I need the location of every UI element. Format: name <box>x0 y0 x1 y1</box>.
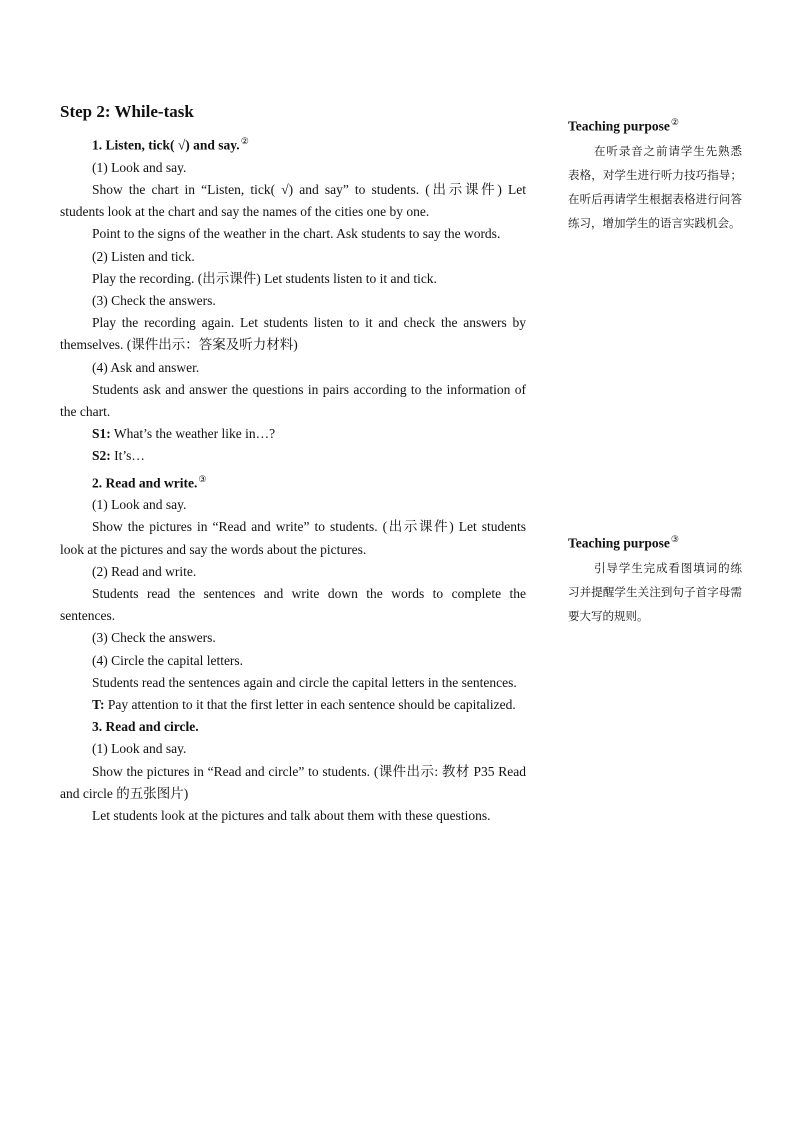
paragraph: (4) Circle the capital letters. <box>92 652 244 668</box>
dialogue-line <box>60 445 526 467</box>
note-marker-3: ③ <box>198 473 207 484</box>
teaching-purpose-note-3 <box>568 534 742 628</box>
section-2-heading <box>60 468 526 495</box>
note-marker-2: ② <box>670 117 679 127</box>
paragraph: (2) Read and write. <box>92 563 197 579</box>
paragraph: Students read the sentences and write down the words to complete the sentences. <box>60 586 526 624</box>
paragraph: (1) Look and say. <box>92 497 187 513</box>
paragraph: (3) Check the answers. <box>92 630 216 646</box>
section-3-heading: 3. Read and circle. <box>92 719 199 735</box>
dialogue-text: What’s the weather like in…? <box>110 426 276 442</box>
side-note-text: 在听录音之前请学生先熟悉表格，对学生进行听力技巧指导；在听后再请学生根据表格进行问答练习，增加学生的语言实践机会。 <box>568 143 742 230</box>
paragraph: Students read the sentences again and circle the capital letters in the sentences. <box>92 674 517 690</box>
paragraph: (3) Check the answers. <box>92 292 216 308</box>
paragraph: Point to the signs of the weather in the chart. Ask students to say the words. <box>92 226 501 242</box>
side-note-title-text: Teaching purpose <box>568 118 670 134</box>
paragraph: Play the recording again. Let students listen to it and check the answers by themselves. (课件出示：答案及听力材料) <box>60 315 526 353</box>
paragraph: Show the pictures in “Read and circle” to students. (课件出示: 教材 P35 Read and circle 的五张图片) <box>60 763 526 801</box>
paragraph: Show the pictures in “Read and write” to students. (出示课件) Let students look at the pictures and say the words about the pictures. <box>60 519 526 557</box>
dialogue-text: It’s… <box>110 448 145 464</box>
section-1-heading <box>60 130 526 157</box>
note-marker-2: ② <box>240 136 249 146</box>
paragraph: (1) Look and say. <box>92 741 187 757</box>
paragraph: (4) Ask and answer. <box>92 359 200 375</box>
note-marker-3: ③ <box>670 534 679 544</box>
paragraph: Show the chart in “Listen, tick( √) and say” to students. (出示课件) Let students look at the chart and say the names of the cities one by one. <box>60 181 526 220</box>
paragraph: Students ask and answer the questions in pairs according to the information of the chart. <box>60 381 526 419</box>
dialogue-line <box>60 423 526 445</box>
speaker-label: S1: <box>92 426 111 442</box>
section-2-heading-text: 2. Read and write. <box>92 475 198 491</box>
speaker-label: S2: <box>92 448 111 464</box>
paragraph: (2) Listen and tick. <box>92 248 195 264</box>
lesson-main-column <box>60 100 526 827</box>
speaker-label: T: <box>92 697 105 713</box>
side-note-title-text: Teaching purpose <box>568 535 670 551</box>
side-note-title <box>568 117 742 135</box>
teacher-line <box>60 694 526 716</box>
step-title: Step 2: While-task <box>60 102 194 121</box>
paragraph: (1) Look and say. <box>92 159 187 175</box>
paragraph: Play the recording. (出示课件) Let students listen to it and tick. <box>92 270 437 286</box>
section-1-heading-text: 1. Listen, tick( √) and say. <box>92 137 240 153</box>
side-note-text: 引导学生完成看图填词的练习并提醒学生关注到句子首字母需要大写的规则。 <box>568 560 742 623</box>
teaching-purpose-note-2 <box>568 117 742 235</box>
paragraph: Let students look at the pictures and talk about them with these questions. <box>92 808 491 824</box>
teacher-text: Pay attention to it that the first letter in each sentence should be capitalized. <box>104 697 516 713</box>
side-note-title <box>568 534 742 552</box>
